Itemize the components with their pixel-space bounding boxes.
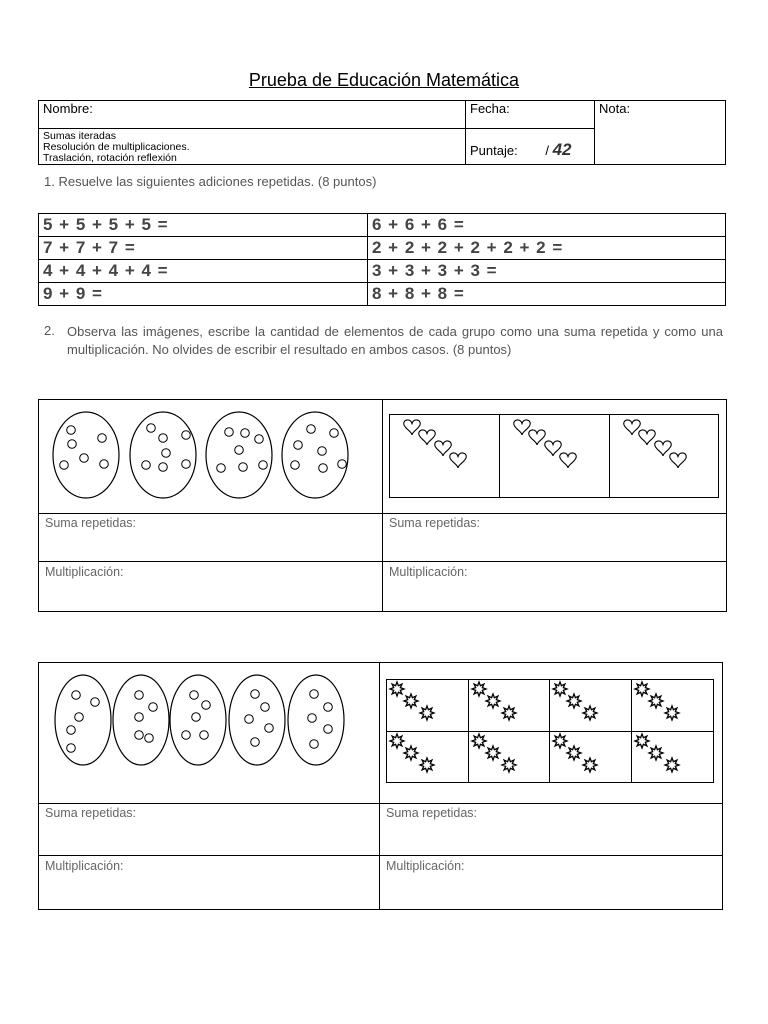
topic-item: Traslación, rotación reflexión (43, 152, 177, 164)
star-icon (390, 682, 404, 696)
circle-icon (200, 731, 209, 740)
fecha-field[interactable] (466, 101, 595, 129)
star-icon (502, 758, 516, 772)
multiplicacion-answer-field[interactable] (45, 857, 378, 907)
star-icon (583, 758, 597, 772)
star-icon (420, 758, 434, 772)
circle-icon (324, 703, 333, 712)
circle-icon (182, 731, 191, 740)
circle-icon (319, 464, 328, 473)
addition-cell[interactable]: 7 + 7 + 7 = (39, 237, 368, 260)
circle-icon (251, 690, 260, 699)
oval-group (113, 675, 169, 765)
star-icon (665, 758, 679, 772)
nota-label: Nota: (599, 101, 631, 116)
circle-icon (135, 713, 144, 722)
circle-icon (241, 429, 250, 438)
circle-icon (72, 691, 81, 700)
circle-icon (192, 713, 201, 722)
puntaje-cell[interactable] (466, 129, 595, 165)
heart-icon (624, 420, 641, 435)
oval-icon (170, 675, 226, 765)
heart-icon (450, 453, 467, 468)
circle-icon (68, 440, 77, 449)
suma-label: Suma repetidas: (389, 516, 481, 530)
circle-icon (324, 725, 333, 734)
star-icon (404, 694, 418, 708)
multiplicacion-answer-field[interactable] (386, 857, 719, 907)
page-title: Prueba de Educación Matemática (248, 70, 520, 90)
suma-label: Suma repetidas: (386, 806, 478, 820)
additions-table (38, 213, 726, 306)
addition-cell[interactable]: 9 + 9 = (39, 283, 368, 306)
circle-icon (225, 428, 234, 437)
circle-icon (182, 460, 191, 469)
addition-cell[interactable]: 8 + 8 + 8 = (368, 283, 726, 306)
question-1-text: 1. Resuelve las siguientes adiciones repetidas. (8 puntos) (44, 174, 377, 189)
table-row (39, 237, 726, 260)
circle-icon (338, 460, 347, 469)
addition-cell[interactable]: 5 + 5 + 5 + 5 = (39, 214, 368, 237)
circle-icon (239, 463, 248, 472)
table-row (39, 214, 726, 237)
oval-group (282, 412, 348, 498)
circle-icon (190, 691, 199, 700)
circle-icon (60, 461, 69, 470)
circle-icon (255, 435, 264, 444)
suma-answer-field[interactable] (45, 514, 381, 560)
header-table (38, 100, 726, 165)
oval-icon (130, 412, 196, 498)
exercise-1 (38, 399, 727, 612)
oval-group (206, 412, 272, 498)
circle-icon (202, 701, 211, 710)
star-icon (404, 746, 418, 760)
circle-icon (135, 691, 144, 700)
addition-cell[interactable]: 2 + 2 + 2 + 2 + 2 + 2 = (368, 237, 726, 260)
circle-icon (91, 698, 100, 707)
circle-icon (217, 464, 226, 473)
suma-answer-field[interactable] (386, 804, 719, 854)
circle-icon (149, 703, 158, 712)
star-icon (472, 734, 486, 748)
star-icon (553, 682, 567, 696)
circle-icon (261, 703, 270, 712)
question-2-text: Observa las imágenes, escribe la cantidad de elementos de cada grupo como una suma repetida y como una multiplicación. No olvides de escribir el resultado en ambos casos. (8 puntos) (67, 324, 723, 357)
circle-icon (310, 740, 319, 749)
heart-icon (560, 453, 577, 468)
oval-group (55, 675, 111, 765)
circle-icon (307, 425, 316, 434)
star-icon (486, 694, 500, 708)
heart-icon (529, 430, 546, 445)
question-2-number: 2. (44, 323, 55, 338)
heart-groups-image (383, 400, 726, 513)
table-row (39, 260, 726, 283)
heart-icon (545, 441, 562, 456)
circle-icon (162, 449, 171, 458)
heart-icon (404, 420, 421, 435)
heart-icon (639, 430, 656, 445)
star-icon (420, 706, 434, 720)
circle-icon (80, 454, 89, 463)
star-icon (553, 734, 567, 748)
star-icon (649, 746, 663, 760)
circle-icon (182, 431, 191, 440)
circle-icon (159, 434, 168, 443)
table-row (39, 283, 726, 306)
suma-answer-field[interactable] (45, 804, 378, 854)
multiplicacion-answer-field[interactable] (389, 563, 725, 609)
oval-icon (55, 675, 111, 765)
star-icon (567, 746, 581, 760)
oval-group (170, 675, 226, 765)
puntaje-slash: / (545, 143, 549, 158)
oval-group (229, 675, 285, 765)
circle-icon (310, 690, 319, 699)
star-icon (567, 694, 581, 708)
oval-groups-image (39, 400, 382, 513)
addition-cell[interactable]: 3 + 3 + 3 + 3 = (368, 260, 726, 283)
divider (39, 855, 722, 856)
puntaje-label: Puntaje: (470, 143, 518, 158)
suma-label: Suma repetidas: (45, 516, 137, 530)
heart-icon (514, 420, 531, 435)
circle-icon (75, 713, 84, 722)
circle-icon (330, 429, 339, 438)
oval-group (288, 675, 344, 765)
circle-icon (67, 744, 76, 753)
circle-icon (259, 461, 268, 470)
nombre-field[interactable] (39, 101, 466, 129)
circle-icon (145, 734, 154, 743)
suma-label: Suma repetidas: (45, 806, 137, 820)
oval-icon (229, 675, 285, 765)
circle-icon (159, 463, 168, 472)
circle-icon (67, 426, 76, 435)
suma-answer-field[interactable] (389, 514, 725, 560)
heart-icon (670, 453, 687, 468)
nota-field[interactable] (595, 101, 726, 165)
group-frame (390, 415, 719, 498)
circle-icon (98, 434, 107, 443)
multiplicacion-label: Multiplicación: (389, 565, 468, 579)
topic-item: Resolución de multiplicaciones. (43, 141, 190, 153)
circle-icon (245, 715, 254, 724)
multiplicacion-label: Multiplicación: (45, 565, 124, 579)
star-icon (502, 706, 516, 720)
addition-cell[interactable]: 6 + 6 + 6 = (368, 214, 726, 237)
oval-group (53, 412, 119, 498)
star-icon (649, 694, 663, 708)
oval-groups-image (39, 663, 379, 803)
exercise-2 (38, 662, 723, 910)
circle-icon (294, 441, 303, 450)
oval-icon (282, 412, 348, 498)
star-icon (635, 734, 649, 748)
circle-icon (142, 461, 151, 470)
multiplicacion-label: Multiplicación: (45, 859, 124, 873)
circle-icon (100, 460, 109, 469)
multiplicacion-label: Multiplicación: (386, 859, 465, 873)
circle-icon (265, 724, 274, 733)
heart-icon (419, 430, 436, 445)
star-groups-image (380, 663, 722, 803)
star-icon (472, 682, 486, 696)
circle-icon (135, 731, 144, 740)
heart-icon (435, 441, 452, 456)
oval-icon (113, 675, 169, 765)
oval-group (130, 412, 196, 498)
multiplicacion-answer-field[interactable] (45, 563, 381, 609)
divider (39, 561, 726, 562)
star-icon (583, 706, 597, 720)
topic-item: Sumas iteradas (43, 130, 116, 142)
star-icon (665, 706, 679, 720)
nombre-label: Nombre: (43, 101, 93, 116)
star-icon (390, 734, 404, 748)
circle-icon (308, 714, 317, 723)
circle-icon (235, 446, 244, 455)
puntaje-total: 42 (552, 140, 572, 159)
star-icon (486, 746, 500, 760)
oval-icon (206, 412, 272, 498)
fecha-label: Fecha: (470, 101, 510, 116)
circle-icon (67, 726, 76, 735)
topics-cell (39, 129, 466, 165)
heart-icon (655, 441, 672, 456)
circle-icon (318, 447, 327, 456)
circle-icon (291, 461, 300, 470)
addition-cell[interactable]: 4 + 4 + 4 + 4 = (39, 260, 368, 283)
oval-icon (53, 412, 119, 498)
star-icon (635, 682, 649, 696)
circle-icon (147, 424, 156, 433)
circle-icon (251, 738, 260, 747)
